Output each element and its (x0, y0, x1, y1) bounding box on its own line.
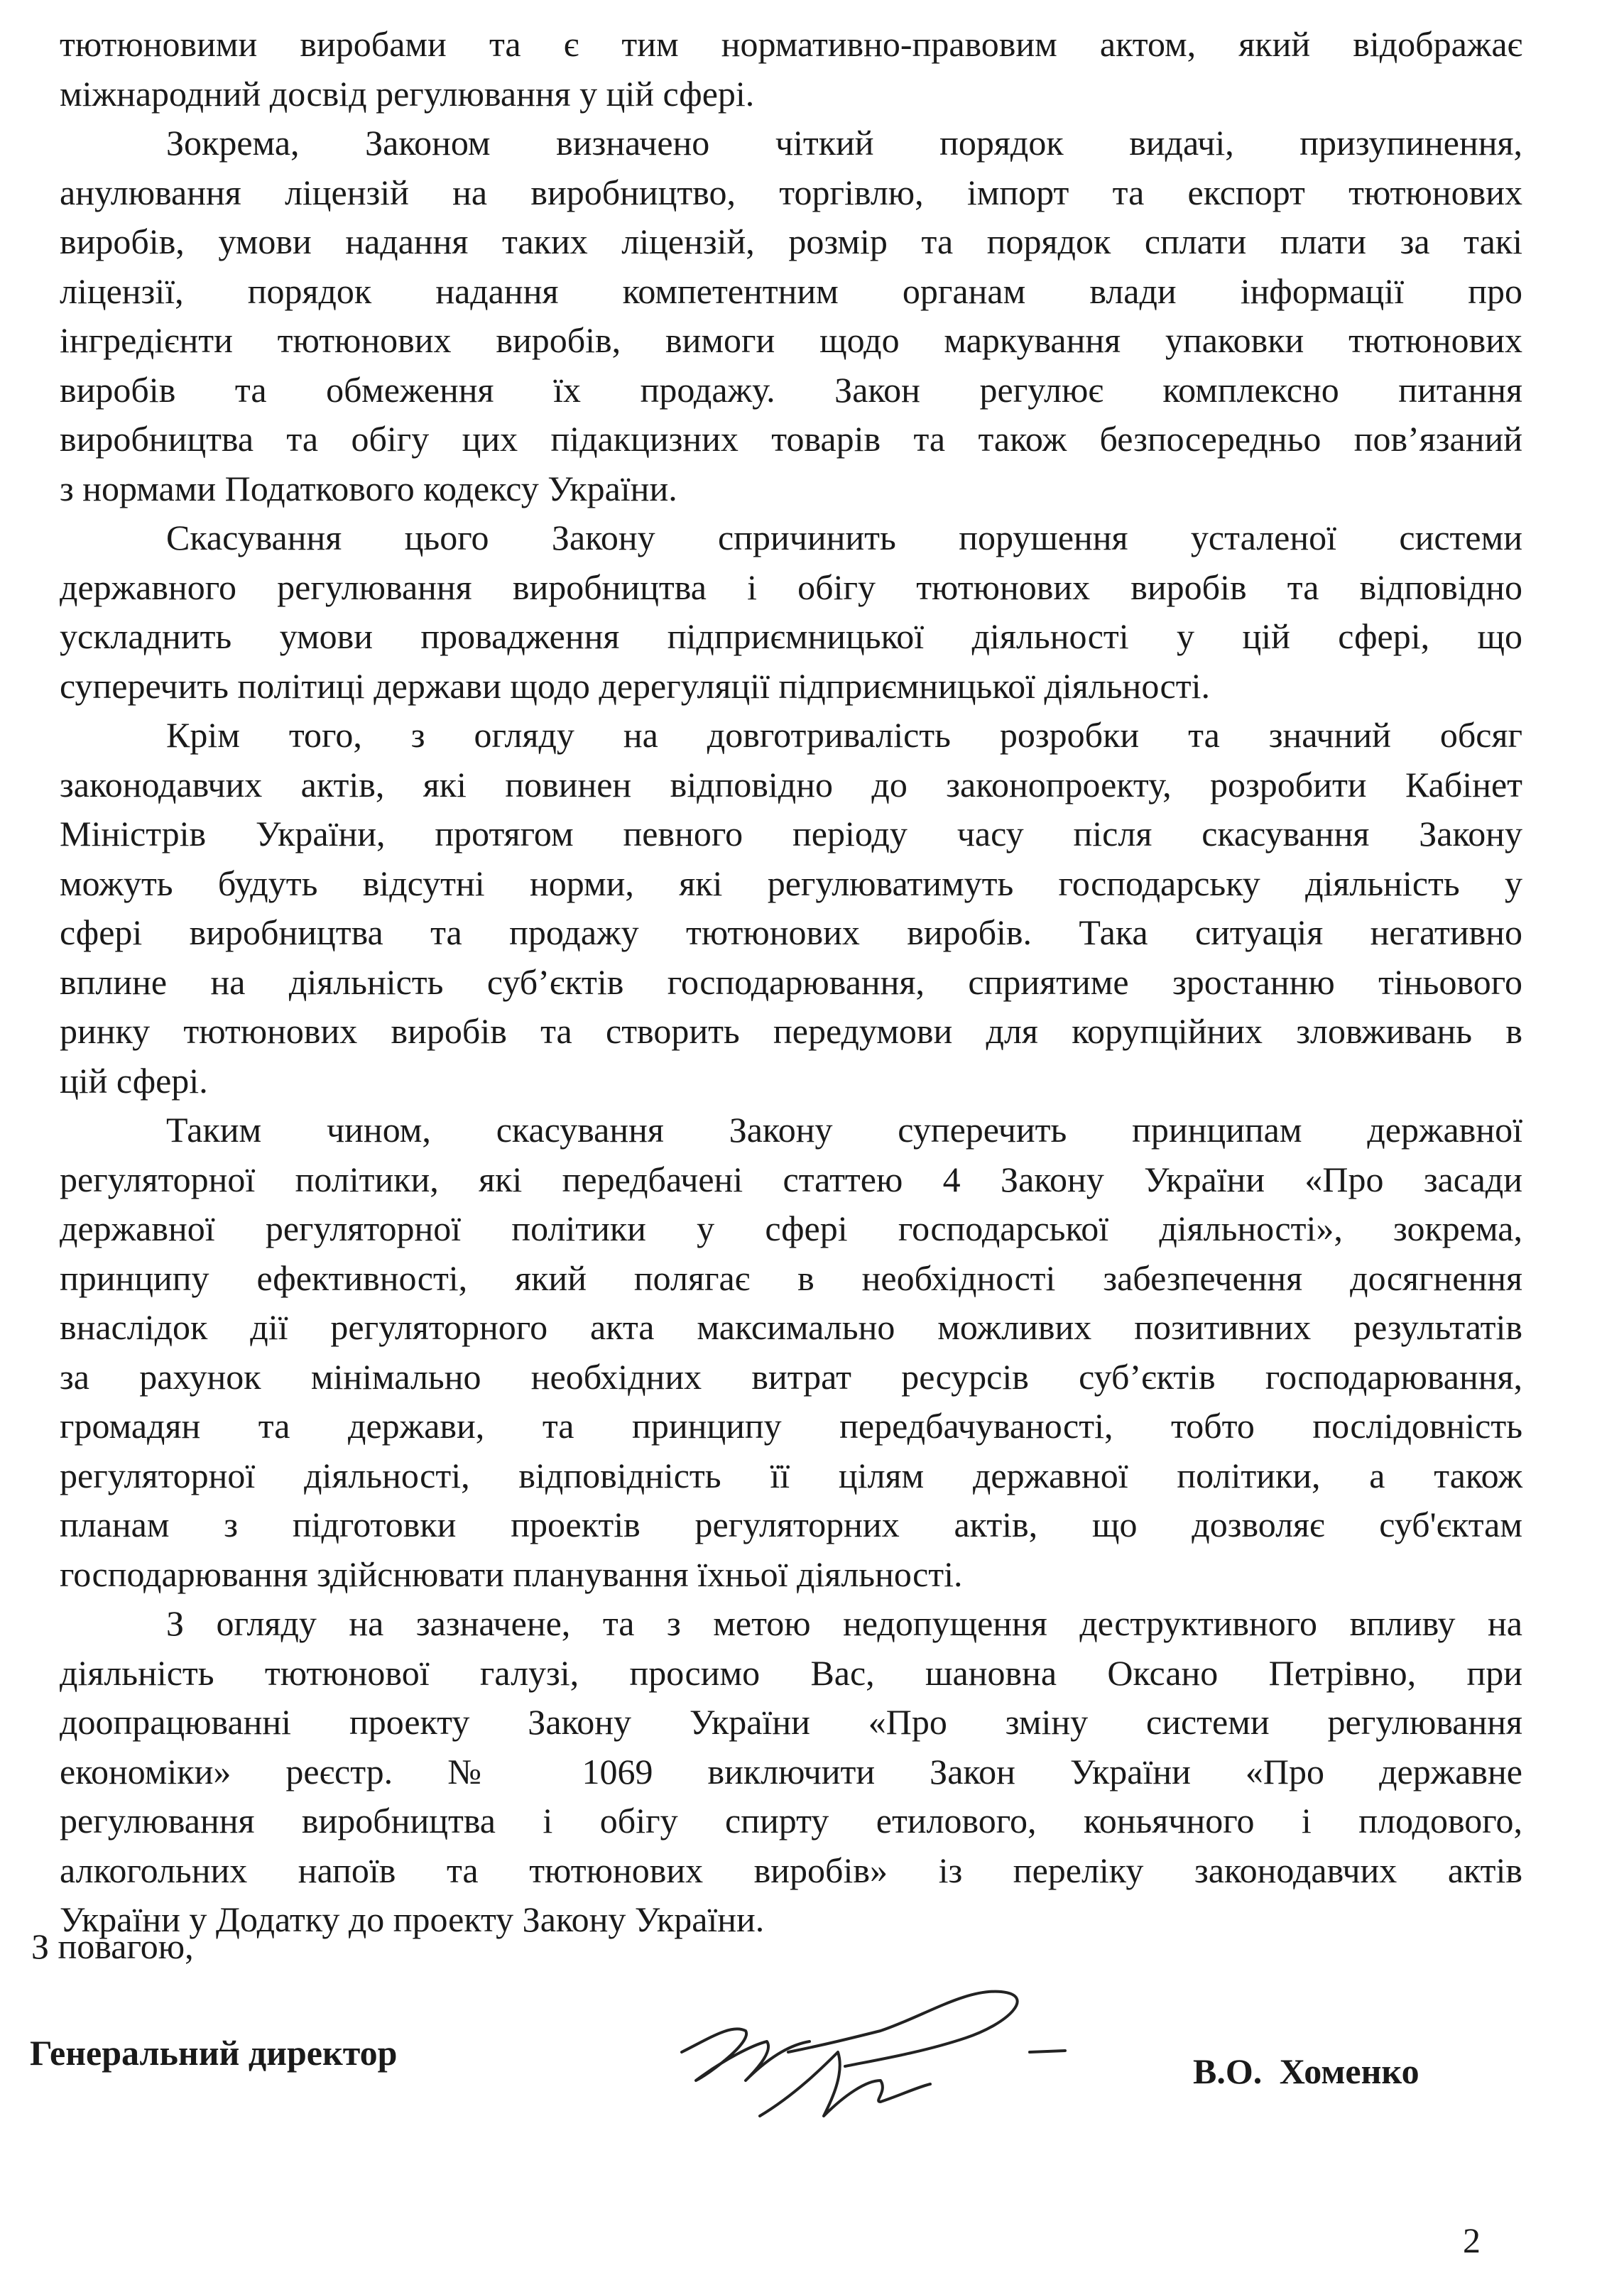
text-line: ліцензії, порядок надання компетентним органам влади інформації про (60, 271, 1522, 311)
text-line: законодавчих актів, які повинен відповідно до законопроекту, розробити Кабінет (60, 764, 1522, 805)
text-line: тютюновими виробами та є тим нормативно-правовим актом, який відображає (60, 24, 1522, 64)
paragraph (60, 711, 1522, 1106)
text-line: Скасування цього Закону спричинить порушення усталеної системи (166, 518, 1522, 557)
text-line: Таким чином, скасування Закону суперечить принципам державної (166, 1110, 1522, 1150)
text-line: принципу ефективності, який полягає в необхідності забезпечення досягнення (60, 1258, 1522, 1298)
text-line: сфері виробництва та продажу тютюнових виробів. Така ситуація негативно (60, 912, 1522, 952)
text-line: діяльність тютюнової галузі, просимо Вас, шановна Оксано Петрівно, при (60, 1652, 1522, 1693)
text-line: України у Додатку до проекту Закону України. (60, 1899, 765, 1939)
text-line: державного регулювання виробництва і обігу тютюнових виробів та відповідно (60, 567, 1522, 607)
signatory-position: Генеральний директор (30, 2033, 398, 2073)
text-line: господарювання здійснювати планування їхньої діяльності. (60, 1554, 963, 1594)
text-line: Крім того, з огляду на довготривалість розробки та значний обсяг (166, 715, 1522, 755)
text-line: Зокрема, Законом визначено чіткий порядок видачі, призупинення, (166, 123, 1522, 163)
text-line: анулювання ліцензій на виробництво, торгівлю, імпорт та експорт тютюнових (60, 172, 1522, 212)
text-line: вплине на діяльність суб’єктів господарювання, сприятиме зростанню тіньового (60, 961, 1522, 1002)
text-line: з нормами Податкового кодексу України. (60, 468, 677, 508)
text-line: ринку тютюнових виробів та створить передумови для корупційних зловживань в (60, 1011, 1522, 1051)
text-line: регуляторної політики, які передбачені статтею 4 Закону України «Про засади (60, 1159, 1522, 1199)
paragraph (60, 1599, 1522, 1945)
paragraph (60, 513, 1522, 711)
page-number: 2 (1463, 2220, 1481, 2260)
text-line: державної регуляторної політики у сфері господарської діяльності», зокрема, (60, 1209, 1522, 1248)
paragraph (60, 119, 1522, 513)
text-line: регулювання виробництва і обігу спирту етилового, коньячного і плодового, (60, 1801, 1522, 1840)
text-line: Міністрів України, протягом певного періоду часу після скасування Закону (60, 814, 1522, 854)
text-line: громадян та держави, та принципу передбачуваності, тобто послідовність (60, 1406, 1522, 1446)
text-line: суперечить політиці держави щодо дерегуляції підприємницької діяльності. (60, 665, 1210, 706)
text-line: можуть будуть відсутні норми, які регулюватимуть господарську діяльність у (60, 863, 1522, 903)
text-line: доопрацюванні проекту Закону України «Про зміну системи регулювання (60, 1702, 1522, 1742)
text-line: регуляторної діяльності, відповідність її цілям державної політики, а також (60, 1455, 1522, 1495)
handwritten-signature (667, 1974, 1094, 2130)
text-line: внаслідок дії регуляторного акта максимально можливих позитивних результатів (60, 1307, 1522, 1347)
text-line: алкогольних напоїв та тютюнових виробів» із переліку законодавчих актів (60, 1850, 1522, 1890)
text-line: виробів, умови надання таких ліцензій, розмір та порядок сплати плати за такі (60, 222, 1522, 261)
text-line: З огляду на зазначене, та з метою недопущення деструктивного впливу на (166, 1603, 1522, 1643)
letter-body (60, 20, 1522, 1945)
text-line: інгредієнти тютюнових виробів, вимоги щодо маркування упаковки тютюнових (60, 320, 1522, 360)
text-line: економіки» реєстр. № 1069 виключити Закон України «Про державне (60, 1751, 1522, 1792)
text-line: за рахунок мінімально необхідних витрат ресурсів суб’єктів господарювання, (60, 1356, 1522, 1397)
text-line: ускладнить умови провадження підприємницької діяльності у цій сфері, що (60, 616, 1522, 656)
text-line: міжнародний досвід регулювання у цій сфері. (60, 73, 755, 114)
paragraph (60, 20, 1522, 119)
text-line: виробів та обмеження їх продажу. Закон регулює комплексно питання (60, 369, 1522, 410)
paragraph (60, 1106, 1522, 1599)
text-line: планам з підготовки проектів регуляторних актів, що дозволяє суб'єктам (60, 1505, 1522, 1544)
text-line: цій сфері. (60, 1060, 208, 1101)
closing-salutation: З повагою, (31, 1926, 194, 1966)
signatory-name: В.О. Хоменко (1193, 2051, 1419, 2091)
text-line: виробництва та обігу цих підакцизних товарів та також безпосередньо пов’язаний (60, 419, 1522, 459)
